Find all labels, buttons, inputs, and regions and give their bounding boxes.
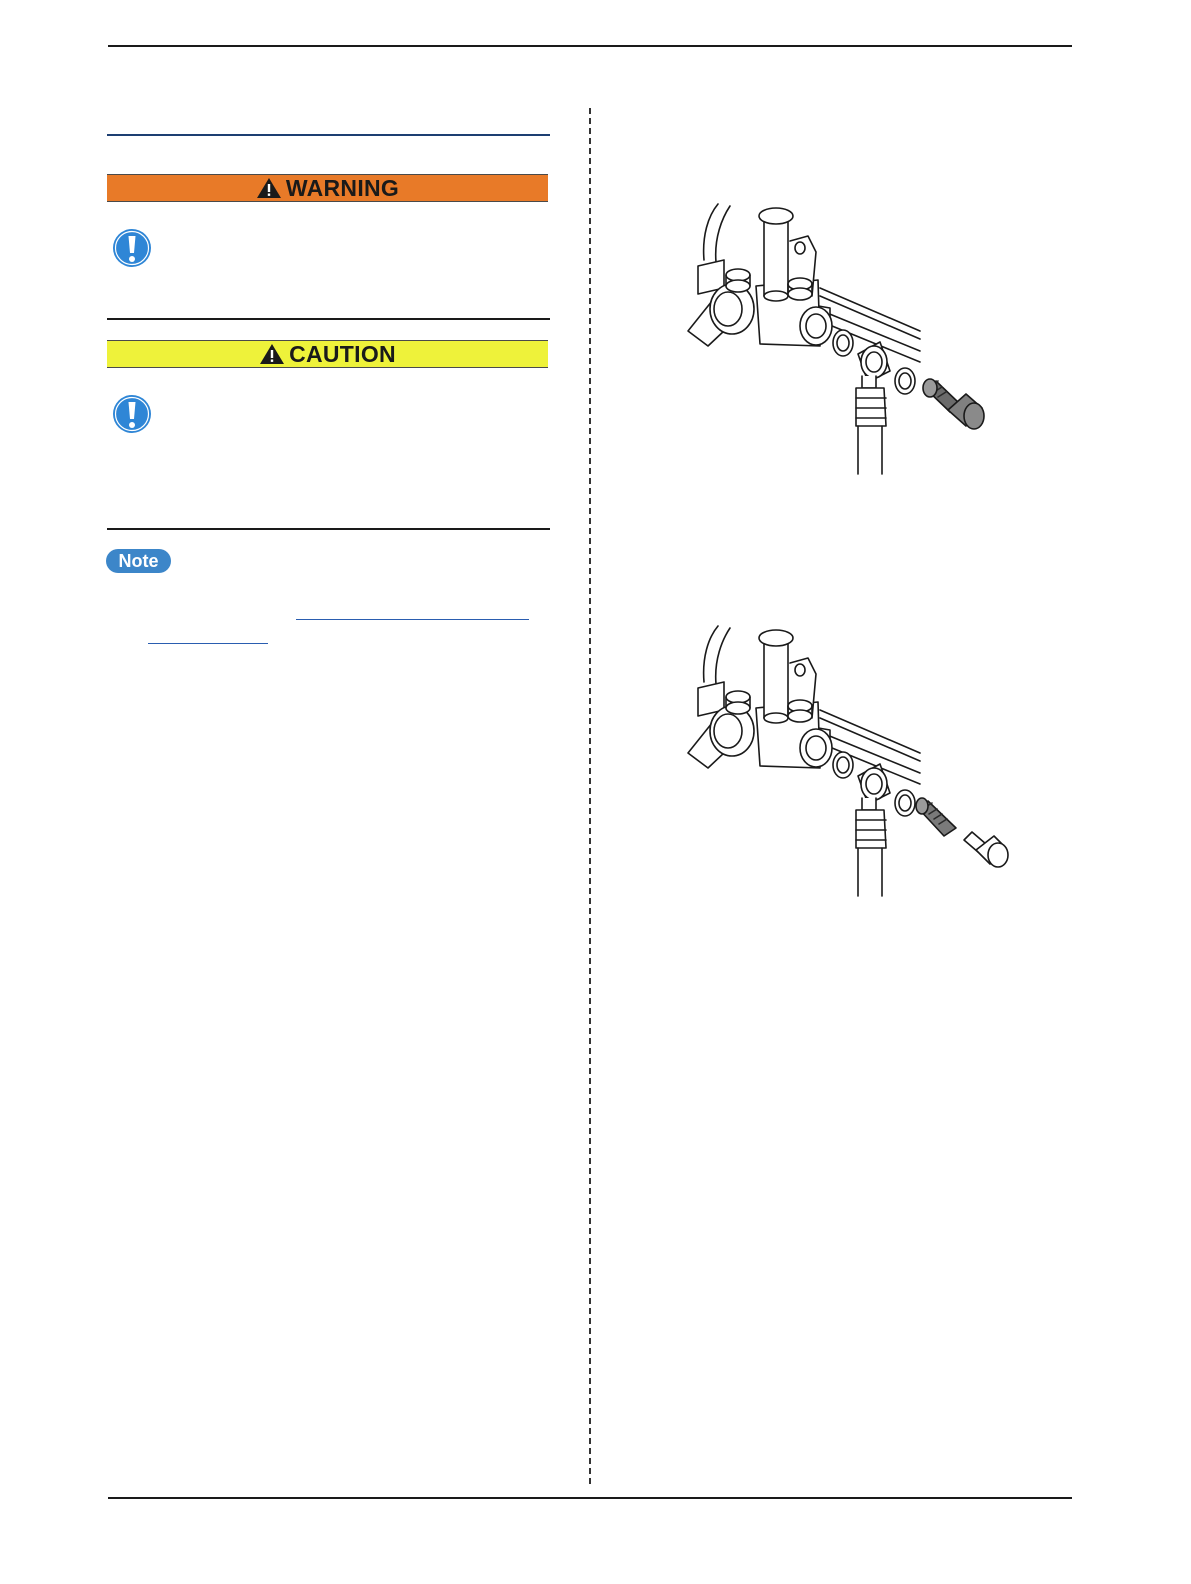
- reference-link-underline[interactable]: [296, 619, 529, 620]
- header-rule: [108, 45, 1072, 47]
- warning-triangle-icon: [259, 343, 285, 365]
- warning-label: WARNING: [285, 174, 400, 201]
- valve-assembly-disassembled-illustration: [680, 618, 1020, 903]
- warning-triangle-icon: [256, 177, 282, 199]
- warning-section-rule: [107, 318, 550, 320]
- caution-banner: [107, 340, 548, 368]
- valve-assembly-illustration: [680, 196, 1000, 481]
- caution-section-rule: [107, 528, 550, 530]
- warning-banner: [107, 174, 548, 202]
- note-badge: Note: [106, 549, 171, 573]
- column-divider: [589, 108, 591, 1484]
- caution-label: CAUTION: [289, 340, 396, 367]
- section-heading-rule: [107, 134, 550, 136]
- footer-rule: [108, 1497, 1072, 1499]
- exclamation-circle-icon: [112, 228, 152, 268]
- exclamation-circle-icon: [112, 394, 152, 434]
- reference-link-underline[interactable]: [148, 643, 268, 644]
